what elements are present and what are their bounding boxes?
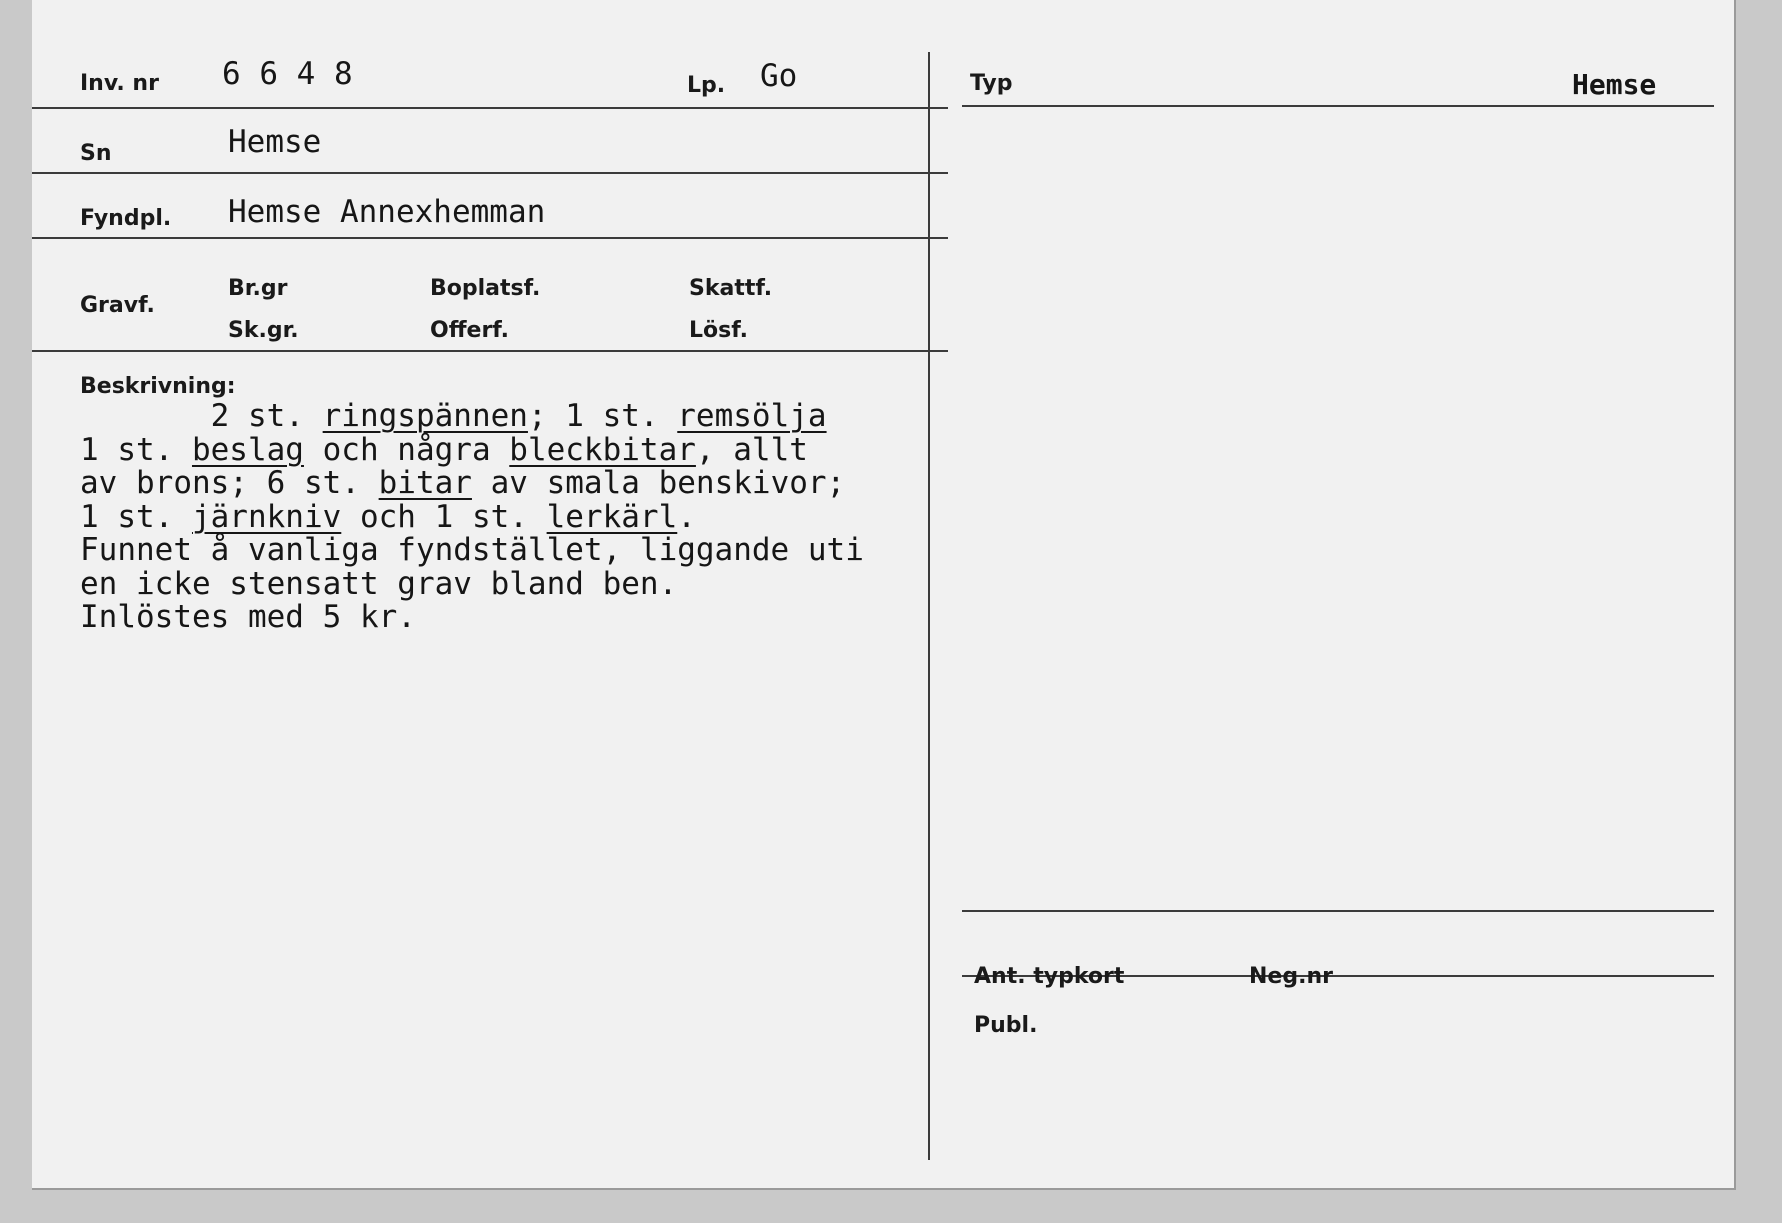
label-sn: Sn [80,141,112,166]
column-divider [928,52,930,1160]
description-segment: av smala benskivor; [471,465,846,501]
label-publ: Publ. [974,1013,1038,1038]
label-lp: Lp. [687,73,726,98]
description-line [80,601,864,635]
rule-gravf [32,350,948,352]
label-sk-gr: Sk.gr. [228,318,299,343]
rule-typ [962,105,1714,107]
description-segment: av brons; 6 st. [80,465,379,501]
underlined-term: lerkärl [546,498,678,535]
description-line [80,467,864,501]
label-fyndpl: Fyndpl. [80,206,172,231]
label-losf: Lösf. [689,318,748,343]
description-segment: 1 st. [80,498,192,535]
underlined-term: ringspännen [322,398,528,434]
description-segment: ; 1 st. [527,398,678,434]
value-typ: Hemse [1572,68,1657,101]
value-sn: Hemse [228,124,322,160]
description-segment: och 1 st. [341,498,547,535]
description-text [80,400,864,635]
description-segment: Inlöstes med 5 kr. [80,599,416,635]
label-neg-nr: Neg.nr [1249,964,1333,989]
label-ant-typkort: Ant. typkort [974,964,1125,989]
label-gravf: Gravf. [80,293,155,318]
rule-inv-nr [32,107,948,109]
value-fyndpl: Hemse Annexhemman [228,194,546,230]
description-line [80,400,864,434]
label-boplatsf: Boplatsf. [430,276,541,301]
label-offerf: Offerf. [430,318,510,343]
rule-sn [32,172,948,174]
label-beskrivning: Beskrivning: [80,374,236,399]
description-segment: , allt [695,431,808,468]
description-segment: 2 st. [80,398,323,434]
rule-ant-typkort-top [962,910,1714,912]
underlined-term: beslag [191,431,304,468]
description-line [80,565,864,602]
description-segment: en icke stensatt grav bland ben. [80,565,678,602]
description-line [80,431,864,468]
underlined-term: remsölja [677,398,827,434]
label-skattf: Skattf. [689,276,773,301]
label-inv-nr: Inv. nr [80,71,159,96]
description-segment: 1 st. [80,431,192,468]
underlined-term: bleckbitar [509,431,696,468]
description-segment: och några [303,431,510,468]
value-inv-nr: 6 6 4 8 [222,56,353,92]
rule-fyndpl [32,237,948,239]
label-br-gr: Br.gr [228,276,288,301]
label-typ: Typ [970,71,1013,96]
underlined-term: bitar [378,465,472,501]
underlined-term: järnkniv [191,498,342,535]
description-line [80,498,864,535]
description-segment: Funnet å vanliga fyndstället, liggande uti [80,532,864,568]
value-lp: Go [760,58,798,94]
description-segment: . [677,498,696,535]
description-line [80,534,864,568]
